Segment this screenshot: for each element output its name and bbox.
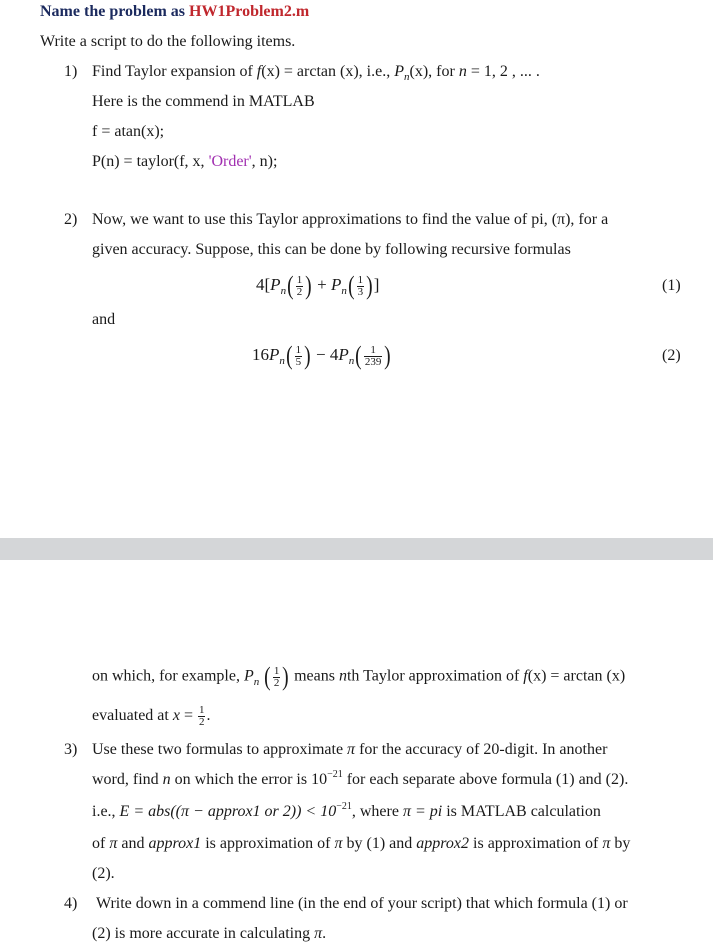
item3-line3: i.e., E = abs((π − approx1 or $2)) < 10^{-21}$, where π = pi is MATLAB calculation [92, 801, 601, 820]
matlab-code-line2: P(n) = taylor(f, x, 'Order', n); [92, 153, 278, 170]
item3-number: 3) [64, 741, 78, 758]
item1-number: 1) [64, 63, 78, 80]
item3-line2: word, find n on which the error is $10^{-21}$ for each separate above formula (1) and (2). [92, 769, 629, 788]
item3-line1: Use these two formulas to approximate π for the accuracy of 20-digit. In another [92, 741, 608, 758]
continuation-line1: on which, for example, $P_n$ ( $\frac{1}{2}$ ) means nth Taylor approximation of f(x) = arctan (x) [92, 662, 626, 691]
item4-line2: (2) is more accurate in calculating π. [92, 925, 327, 942]
intro-text: Write a script to do the following items. [40, 33, 296, 50]
matlab-code-line1: f = atan(x); [92, 123, 165, 140]
problem-title [40, 2, 309, 22]
item1-line2: Here is the commend in MATLAB [92, 93, 315, 110]
item2-line2: given accuracy. Suppose, this can be done by following recursive formulas [92, 241, 571, 258]
item2-number: 2) [64, 211, 78, 228]
page-divider [0, 538, 713, 560]
matlab-string-literal: 'Order' [208, 153, 252, 170]
item2-line1: Now, we want to use this Taylor approximations to find the value of pi, (π), for a [92, 211, 609, 228]
formula-1: $4[P_n$( $\frac{1}{2}$ ) + $P_n$( $\frac{1}{3}$ )] [256, 271, 380, 301]
item3-line4: of π and approx1 is approximation of π by (1) and approx2 is approximation of π by [92, 835, 631, 852]
item1-line1: Find Taylor expansion of f(x) = arctan (x), i.e., $P_n(x)$, for n = 1, 2 , ... . [92, 63, 540, 83]
and-text: and [92, 311, 116, 328]
formula-2-label: (2) [662, 347, 681, 364]
item4-line1: Write down in a commend line (in the end of your script) that which formula (1) or [96, 895, 628, 912]
item4-number: 4) [64, 895, 78, 912]
continuation-line2: evaluated at x = $\frac{1}{2}$ . [92, 703, 211, 728]
title-filename: HW1Problem2.m [189, 3, 310, 20]
title-prefix: Name the problem as [40, 3, 190, 20]
item3-line5: (2). [92, 865, 115, 882]
formula-2: $16P_n$( $\frac{1}{5}$ ) − $4P_n$( $\frac{1}{239}$ ) [252, 341, 391, 371]
page-bottom [0, 560, 713, 951]
formula-1-label: (1) [662, 277, 681, 294]
